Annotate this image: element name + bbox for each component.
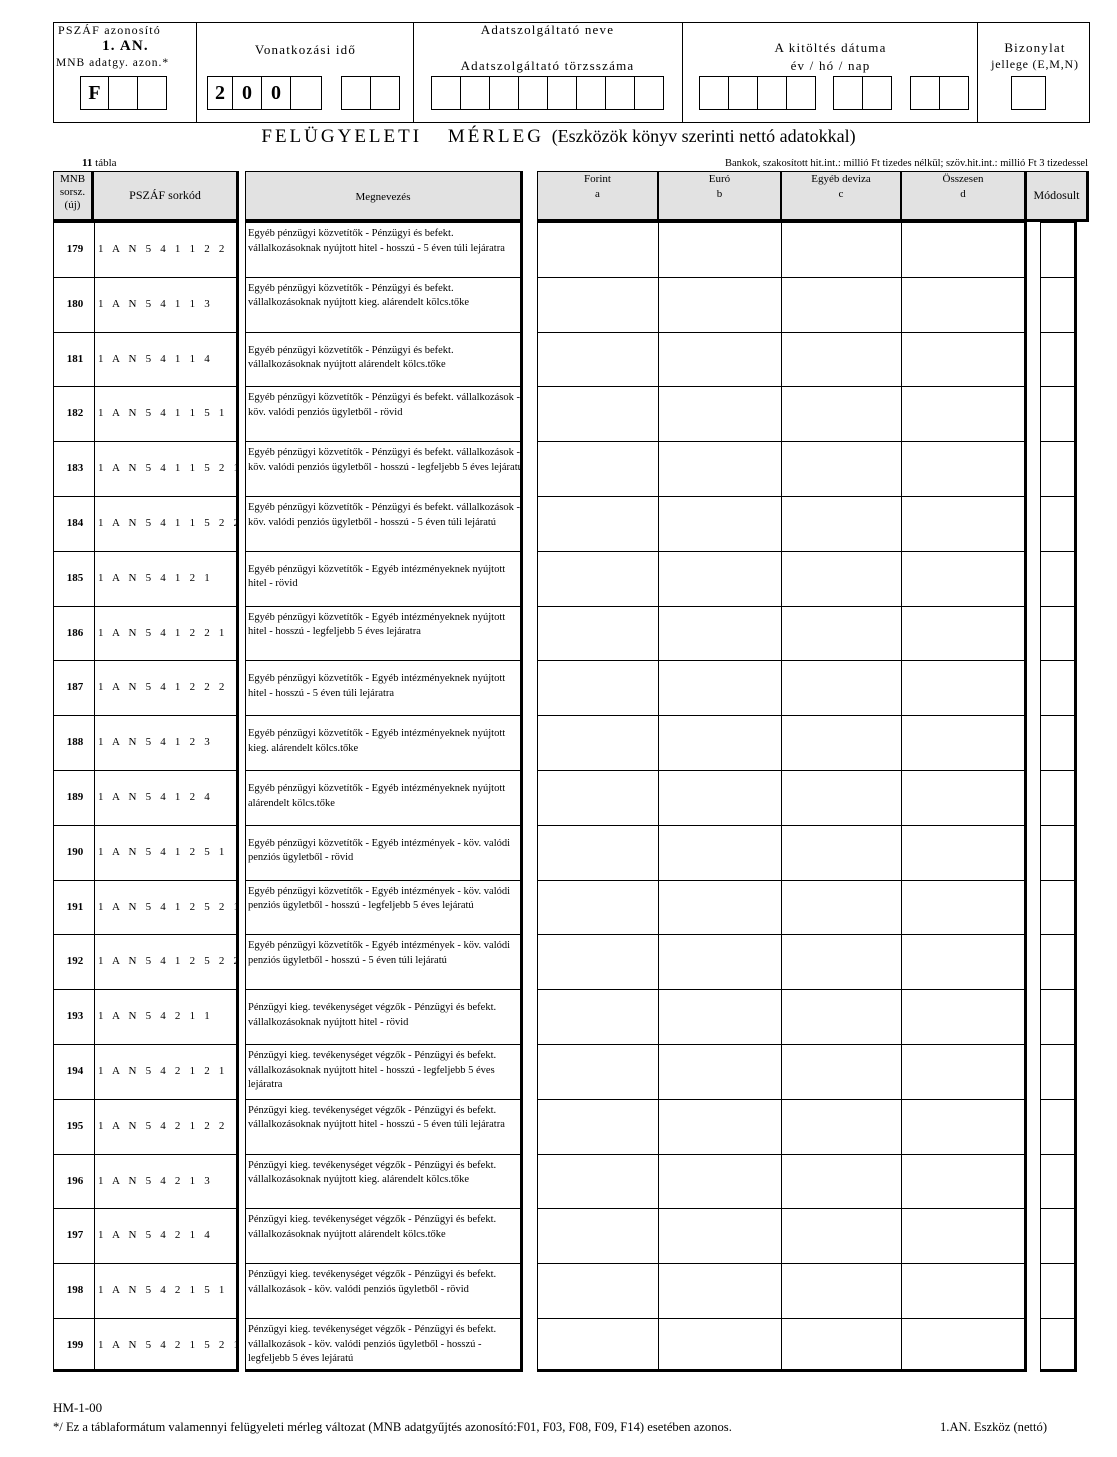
provider-reg-digit-box[interactable]	[518, 76, 548, 110]
row-mnb-number: 179	[66, 243, 84, 255]
row-pszaf-code: 1 A N 5 4 1 1 4	[98, 352, 213, 365]
row-value-cell-modified[interactable]	[1041, 1045, 1074, 1097]
col-header-mnb-2: sorsz.	[59, 186, 86, 198]
row-description: Egyéb pénzügyi közvetítők - Egyéb intézmények - köv. valódi penziós ügyletből - rövid	[248, 837, 511, 864]
date-digit-box[interactable]	[910, 76, 940, 110]
row-value-cell-total[interactable]	[902, 442, 1024, 494]
page-title	[0, 126, 1117, 148]
row-value-cell-total[interactable]	[902, 990, 1024, 1042]
row-divider	[245, 825, 523, 826]
row-divider	[53, 1263, 239, 1264]
date-digit-box[interactable]	[833, 76, 863, 110]
row-divider	[53, 1318, 239, 1319]
row-value-cell-total[interactable]	[902, 387, 1024, 439]
row-value-cell-modified[interactable]	[1041, 1264, 1074, 1316]
row-description: Egyéb pénzügyi közvetítők - Egyéb intézményeknek nyújtott hitel - rövid	[248, 563, 506, 590]
row-divider	[53, 989, 239, 990]
row-divider	[245, 1154, 523, 1155]
row-divider	[245, 1044, 523, 1045]
row-mnb-number: 199	[66, 1339, 84, 1351]
row-divider	[245, 441, 523, 442]
row-value-cell-forint[interactable]	[538, 1319, 658, 1371]
row-description: Pénzügyi kieg. tevékenységet végzők - Pénzügyi és befekt. vállalkozásoknak nyújtott hitel - rövid	[248, 1002, 497, 1028]
row-value-cell-modified[interactable]	[1041, 771, 1074, 823]
title-main: FELÜGYELETI MÉRLEG	[261, 126, 544, 147]
row-value-cell-modified[interactable]	[1041, 552, 1074, 604]
row-value-cell-other[interactable]	[782, 771, 901, 823]
row-value-cell-euro[interactable]	[659, 1045, 781, 1097]
col-header-euro-label: Euró	[708, 173, 731, 185]
row-divider	[245, 386, 523, 387]
col-header-mnb-1: MNB	[59, 173, 86, 185]
period-digit-box[interactable]	[341, 76, 371, 110]
row-value-cell-other[interactable]	[782, 716, 901, 768]
row-divider	[245, 880, 523, 881]
row-description: Egyéb pénzügyi közvetítők - Pénzügyi és befekt. vállalkozások - köv. valódi penziós ügyletből - hosszú - legfeljebb 5 éves lejáratú	[248, 447, 523, 473]
row-mnb-number: 192	[66, 955, 84, 968]
row-value-cell-forint[interactable]	[538, 552, 658, 604]
row-value-cell-modified[interactable]	[1041, 333, 1074, 385]
row-value-cell-forint[interactable]	[538, 278, 658, 330]
row-value-cell-forint[interactable]	[538, 1209, 658, 1261]
row-value-cell-total[interactable]	[902, 223, 1024, 275]
row-value-cell-total[interactable]	[902, 607, 1024, 659]
row-divider	[53, 715, 239, 716]
provider-reg-digit-box[interactable]	[489, 76, 519, 110]
row-value-cell-euro[interactable]	[659, 1100, 781, 1152]
col-header-name: Megnevezés	[245, 171, 523, 222]
row-value-cell-other[interactable]	[782, 442, 901, 494]
row-value-cell-euro[interactable]	[659, 661, 781, 713]
provider-reg-digit-box[interactable]	[634, 76, 664, 110]
row-value-cell-total[interactable]	[902, 278, 1024, 330]
row-pszaf-code: 1 A N 5 4 1 1 5 2 1	[98, 462, 243, 475]
row-pszaf-code: 1 A N 5 4 2 1 2 2	[98, 1119, 228, 1132]
row-pszaf-code: 1 A N 5 4 2 1 3	[98, 1174, 213, 1187]
mnb-label: MNB adatgy. azon.*	[56, 57, 170, 69]
row-mnb-number: 191	[66, 900, 84, 913]
header-divider	[413, 22, 414, 123]
row-description: Egyéb pénzügyi közvetítők - Pénzügyi és befekt. vállalkozások - köv. valódi penziós ügyletből - hosszú - 5 éven túli lejáratú	[248, 502, 521, 528]
row-description: Egyéb pénzügyi közvetítők - Egyéb intézményeknek nyújtott hitel - hosszú - legfeljebb 5 éves lejáratra	[248, 611, 506, 638]
row-divider	[245, 551, 523, 552]
pszaf-label: PSZÁF azonosító	[58, 23, 162, 37]
col-header-mnb-3: (új)	[64, 199, 81, 211]
doc-type-box[interactable]	[1011, 76, 1046, 110]
col-header-euro	[658, 171, 783, 222]
row-value-cell-modified[interactable]	[1041, 1209, 1074, 1261]
provider-reg-digit-box[interactable]	[547, 76, 577, 110]
row-value-cell-modified[interactable]	[1041, 826, 1074, 878]
row-value-cell-other[interactable]	[782, 1100, 901, 1152]
row-divider	[245, 496, 523, 497]
row-value-cell-modified[interactable]	[1041, 935, 1074, 987]
mnb-id-box[interactable]: F	[80, 76, 109, 110]
period-digit-box[interactable]: 0	[261, 76, 291, 110]
title-sub: (Eszközök könyv szerinti nettó adatokkal)	[551, 126, 856, 146]
row-value-cell-forint[interactable]	[538, 442, 658, 494]
provider-name-label: Adatszolgáltató neve	[480, 22, 615, 37]
form-code: HM-1-00	[53, 1400, 103, 1415]
row-value-cell-forint[interactable]	[538, 881, 658, 933]
row-divider	[245, 1263, 523, 1264]
row-value-cell-total[interactable]	[902, 1045, 1024, 1097]
row-divider	[53, 825, 239, 826]
row-value-cell-forint[interactable]	[538, 935, 658, 987]
row-pszaf-code: 1 A N 5 4 1 1 5 2 2	[98, 517, 243, 529]
row-value-cell-euro[interactable]	[659, 1209, 781, 1261]
row-value-cell-total[interactable]	[902, 881, 1024, 933]
row-mnb-number: 193	[66, 1010, 84, 1023]
date-digit-box[interactable]	[862, 76, 892, 110]
row-value-cell-forint[interactable]	[538, 716, 658, 768]
row-value-cell-other[interactable]	[782, 1264, 901, 1316]
row-pszaf-code: 1 A N 5 4 1 2 3	[98, 736, 213, 749]
row-value-cell-euro[interactable]	[659, 826, 781, 878]
row-pszaf-code: 1 A N 5 4 1 1 3	[98, 297, 213, 310]
row-divider	[53, 1099, 239, 1100]
footer-right-label: 1.AN. Eszköz (nettó)	[940, 1420, 1048, 1434]
row-value-cell-euro[interactable]	[659, 1264, 781, 1316]
row-value-cell-modified[interactable]	[1041, 387, 1074, 439]
row-value-cell-euro[interactable]	[659, 387, 781, 439]
row-value-cell-forint[interactable]	[538, 223, 658, 275]
row-value-cell-total[interactable]	[902, 771, 1024, 823]
col-header-euro-letter: b	[716, 188, 723, 200]
row-value-cell-forint[interactable]	[538, 333, 658, 385]
row-description: Pénzügyi kieg. tevékenységet végzők - Pénzügyi és befekt. vállalkozásoknak nyújtott hitel - hosszú - 5 éven túli lejáratra	[248, 1104, 505, 1131]
row-description: Egyéb pénzügyi közvetítők - Pénzügyi és befekt. vállalkozásoknak nyújtott alárendelt kölcs.tőke	[248, 344, 454, 371]
row-mnb-number: 195	[66, 1119, 84, 1132]
doc-type-label-2: jellege (E,M,N)	[991, 57, 1079, 71]
mnb-id-box[interactable]	[137, 76, 167, 110]
row-divider	[53, 1044, 239, 1045]
row-pszaf-code: 1 A N 5 4 1 2 5 2 1	[98, 900, 243, 913]
row-description: Egyéb pénzügyi közvetítők - Egyéb intézményeknek nyújtott hitel - hosszú - 5 éven túli lejáratra	[248, 673, 506, 699]
row-value-cell-total[interactable]	[902, 1264, 1024, 1316]
row-mnb-number: 194	[66, 1065, 84, 1077]
period-label: Vonatkozási idő	[254, 42, 357, 57]
row-value-cell-forint[interactable]	[538, 661, 658, 713]
period-digit-box[interactable]	[290, 76, 322, 110]
row-value-cell-other[interactable]	[782, 990, 901, 1042]
table-label-num: 11	[82, 157, 93, 169]
row-value-cell-modified[interactable]	[1041, 278, 1074, 330]
row-value-cell-euro[interactable]	[659, 223, 781, 275]
row-value-cell-euro[interactable]	[659, 1319, 781, 1371]
row-value-cell-forint[interactable]	[538, 771, 658, 823]
row-value-cell-total[interactable]	[902, 1155, 1024, 1207]
provider-reg-digit-box[interactable]	[431, 76, 461, 110]
row-divider	[53, 1208, 239, 1209]
pszaf-code: 1. AN.	[102, 38, 149, 54]
row-value-cell-modified[interactable]	[1041, 1155, 1074, 1207]
row-divider	[245, 1318, 523, 1319]
row-description: Egyéb pénzügyi közvetítők - Egyéb intézmények - köv. valódi penziós ügyletből - hosszú - legfeljebb 5 éves lejáratú	[248, 885, 511, 912]
row-mnb-number: 181	[66, 352, 84, 365]
row-pszaf-code: 1 A N 5 4 2 1 2 1	[98, 1065, 228, 1077]
row-value-cell-forint[interactable]	[538, 1155, 658, 1207]
mnb-id-box[interactable]	[108, 76, 138, 110]
row-divider	[245, 715, 523, 716]
row-pszaf-code: 1 A N 5 4 2 1 5 2 1	[98, 1339, 243, 1351]
row-value-cell-other[interactable]	[782, 1045, 901, 1097]
row-value-cell-total[interactable]	[902, 716, 1024, 768]
row-value-cell-modified[interactable]	[1041, 881, 1074, 933]
row-divider	[245, 989, 523, 990]
row-value-cell-forint[interactable]	[538, 607, 658, 659]
row-divider	[245, 606, 523, 607]
row-description: Egyéb pénzügyi közvetítők - Pénzügyi és befekt. vállalkozások - köv. valódi penziós ügyletből - rövid	[248, 392, 521, 418]
row-value-cell-euro[interactable]	[659, 333, 781, 385]
row-value-cell-euro[interactable]	[659, 716, 781, 768]
row-value-cell-other[interactable]	[782, 935, 901, 987]
col-header-total-label: Összesen	[942, 173, 984, 185]
row-mnb-number: 180	[66, 297, 84, 310]
row-description: Pénzügyi kieg. tevékenységet végzők - Pénzügyi és befekt. vállalkozásoknak nyújtott hitel - hosszú - legfeljebb 5 éves lejáratra	[248, 1050, 497, 1090]
col-header-mnb	[53, 171, 94, 222]
row-value-cell-total[interactable]	[902, 935, 1024, 987]
row-value-cell-total[interactable]	[902, 1209, 1024, 1261]
row-value-cell-other[interactable]	[782, 826, 901, 878]
row-mnb-number: 184	[66, 517, 84, 529]
row-value-cell-forint[interactable]	[538, 1100, 658, 1152]
row-value-cell-modified[interactable]	[1041, 442, 1074, 494]
row-pszaf-code: 1 A N 5 4 1 2 1	[98, 571, 213, 584]
row-divider	[53, 660, 239, 661]
row-mnb-number: 182	[66, 407, 84, 420]
row-pszaf-code: 1 A N 5 4 1 1 2 2	[98, 243, 228, 255]
col-header-pszaf: PSZÁF sorkód	[93, 171, 239, 222]
row-divider	[53, 934, 239, 935]
row-value-cell-forint[interactable]	[538, 497, 658, 549]
row-mnb-number: 190	[66, 845, 84, 858]
row-value-cell-forint[interactable]	[538, 1045, 658, 1097]
row-pszaf-code: 1 A N 5 4 1 2 4	[98, 791, 213, 803]
row-value-cell-modified[interactable]	[1041, 223, 1074, 275]
row-description: Egyéb pénzügyi közvetítők - Egyéb intézményeknek nyújtott kieg. alárendelt kölcs.tőke	[248, 728, 506, 754]
header-divider	[196, 22, 197, 123]
row-pszaf-code: 1 A N 5 4 1 2 2 2	[98, 681, 228, 694]
row-mnb-number: 197	[66, 1229, 84, 1242]
units-note: Bankok, szakosított hit.int.: millió Ft tizedes nélkül; szöv.hit.int.: millió Ft 3 tizedessel	[724, 158, 1088, 169]
row-mnb-number: 183	[66, 462, 84, 475]
header-divider	[682, 22, 683, 123]
row-divider	[53, 551, 239, 552]
row-divider	[53, 770, 239, 771]
row-mnb-number: 186	[66, 626, 84, 639]
row-divider	[53, 1154, 239, 1155]
col-header-other	[781, 171, 903, 222]
date-digit-box[interactable]	[728, 76, 758, 110]
row-value-cell-total[interactable]	[902, 826, 1024, 878]
row-mnb-number: 188	[66, 736, 84, 749]
header-divider	[977, 22, 978, 123]
row-value-cell-modified[interactable]	[1041, 607, 1074, 659]
row-divider	[245, 332, 523, 333]
row-value-cell-other[interactable]	[782, 223, 901, 275]
row-value-cell-modified[interactable]	[1041, 716, 1074, 768]
row-pszaf-code: 1 A N 5 4 1 2 5 2 2	[98, 955, 243, 968]
provider-reg-digit-box[interactable]	[605, 76, 635, 110]
row-pszaf-code: 1 A N 5 4 2 1 4	[98, 1229, 213, 1242]
row-value-cell-euro[interactable]	[659, 607, 781, 659]
row-value-cell-modified[interactable]	[1041, 497, 1074, 549]
row-mnb-number: 185	[66, 571, 84, 584]
row-mnb-number: 196	[66, 1174, 84, 1187]
row-mnb-number: 198	[66, 1284, 84, 1297]
row-divider	[53, 496, 239, 497]
col-header-modified: Módosult	[1026, 171, 1089, 222]
row-mnb-number: 187	[66, 681, 84, 694]
row-value-cell-forint[interactable]	[538, 1264, 658, 1316]
row-divider	[245, 277, 523, 278]
period-digit-box[interactable]: 2	[207, 76, 233, 110]
row-value-cell-other[interactable]	[782, 497, 901, 549]
col-header-forint-letter: a	[595, 188, 600, 200]
provider-reg-digit-box[interactable]	[460, 76, 490, 110]
col-header-forint-label: Forint	[584, 173, 611, 185]
date-sublabel: év / hó / nap	[790, 58, 871, 73]
row-value-cell-modified[interactable]	[1041, 1100, 1074, 1152]
row-divider	[53, 386, 239, 387]
row-value-cell-euro[interactable]	[659, 990, 781, 1042]
row-value-cell-euro[interactable]	[659, 935, 781, 987]
row-divider	[245, 770, 523, 771]
row-value-cell-total[interactable]	[902, 333, 1024, 385]
row-value-cell-euro[interactable]	[659, 881, 781, 933]
provider-reg-digit-box[interactable]	[576, 76, 606, 110]
period-digit-box[interactable]: 0	[232, 76, 262, 110]
row-mnb-number: 189	[66, 791, 84, 803]
provider-reg-label: Adatszolgáltató törzsszáma	[460, 58, 635, 73]
date-label: A kitöltés dátuma	[774, 40, 887, 55]
row-value-cell-modified[interactable]	[1041, 661, 1074, 713]
period-digit-box[interactable]	[370, 76, 400, 110]
row-value-cell-other[interactable]	[782, 661, 901, 713]
row-divider	[53, 441, 239, 442]
row-value-cell-euro[interactable]	[659, 1155, 781, 1207]
row-value-cell-modified[interactable]	[1041, 990, 1074, 1042]
footer-note: */ Ez a táblaformátum valamennyi felügyeleti mérleg változat (MNB adatgyűjtés azonosító:F01, F03, F08, F09, F14) esetében azonos.	[53, 1420, 732, 1434]
row-value-cell-total[interactable]	[902, 661, 1024, 713]
row-description: Egyéb pénzügyi közvetítők - Pénzügyi és befekt. vállalkozásoknak nyújtott kieg. alárendelt kölcs.tőke	[248, 282, 470, 309]
row-description: Egyéb pénzügyi közvetítők - Egyéb intézményeknek nyújtott alárendelt kölcs.tőke	[248, 783, 506, 809]
row-divider	[245, 1208, 523, 1209]
date-digit-box[interactable]	[786, 76, 816, 110]
row-description: Egyéb pénzügyi közvetítők - Pénzügyi és befekt. vállalkozásoknak nyújtott hitel - hosszú - 5 éven túli lejáratra	[248, 228, 505, 254]
date-digit-box[interactable]	[939, 76, 969, 110]
row-value-cell-total[interactable]	[902, 497, 1024, 549]
table-label	[82, 157, 117, 169]
col-header-other-label: Egyéb deviza	[811, 173, 871, 185]
col-header-other-letter: c	[838, 188, 844, 200]
row-divider	[53, 606, 239, 607]
row-value-cell-other[interactable]	[782, 278, 901, 330]
row-value-cell-total[interactable]	[902, 1100, 1024, 1152]
row-description: Pénzügyi kieg. tevékenységet végzők - Pénzügyi és befekt. vállalkozások - köv. valódi penziós ügyletből - rövid	[248, 1269, 497, 1295]
row-value-cell-total[interactable]	[902, 1319, 1024, 1371]
row-value-cell-euro[interactable]	[659, 771, 781, 823]
row-value-cell-other[interactable]	[782, 1209, 901, 1261]
row-value-cell-other[interactable]	[782, 333, 901, 385]
row-pszaf-code: 1 A N 5 4 2 1 1	[98, 1010, 213, 1023]
doc-type-label: Bizonylat	[1004, 40, 1066, 55]
col-header-forint	[537, 171, 660, 222]
row-pszaf-code: 1 A N 5 4 1 1 5 1	[98, 407, 228, 420]
row-value-cell-other[interactable]	[782, 387, 901, 439]
table-label-text: tábla	[95, 157, 117, 169]
row-value-cell-euro[interactable]	[659, 497, 781, 549]
row-pszaf-code: 1 A N 5 4 1 2 5 1	[98, 845, 228, 858]
col-header-total-letter: d	[960, 188, 966, 200]
row-pszaf-code: 1 A N 5 4 2 1 5 1	[98, 1284, 228, 1297]
row-value-cell-other[interactable]	[782, 1155, 901, 1207]
row-divider	[53, 880, 239, 881]
row-value-cell-modified[interactable]	[1041, 1319, 1074, 1371]
row-value-cell-euro[interactable]	[659, 278, 781, 330]
row-description: Egyéb pénzügyi közvetítők - Egyéb intézmények - köv. valódi penziós ügyletből - hosszú - 5 éven túli lejáratú	[248, 940, 511, 966]
row-value-cell-forint[interactable]	[538, 826, 658, 878]
date-digit-box[interactable]	[757, 76, 787, 110]
row-value-cell-euro[interactable]	[659, 442, 781, 494]
date-digit-box[interactable]	[699, 76, 729, 110]
row-divider	[53, 332, 239, 333]
row-divider	[53, 277, 239, 278]
col-header-total	[901, 171, 1027, 222]
row-divider	[245, 934, 523, 935]
row-value-cell-other[interactable]	[782, 552, 901, 604]
row-description: Pénzügyi kieg. tevékenységet végzők - Pénzügyi és befekt. vállalkozásoknak nyújtott kieg. alárendelt kölcs.tőke	[248, 1159, 497, 1186]
row-pszaf-code: 1 A N 5 4 1 2 2 1	[98, 626, 228, 639]
row-value-cell-total[interactable]	[902, 552, 1024, 604]
row-value-cell-forint[interactable]	[538, 990, 658, 1042]
row-value-cell-forint[interactable]	[538, 387, 658, 439]
row-divider	[245, 1099, 523, 1100]
row-value-cell-other[interactable]	[782, 1319, 901, 1371]
row-divider	[245, 660, 523, 661]
row-value-cell-other[interactable]	[782, 881, 901, 933]
row-value-cell-euro[interactable]	[659, 552, 781, 604]
row-description: Pénzügyi kieg. tevékenységet végzők - Pénzügyi és befekt. vállalkozások - köv. valódi penziós ügyletből - hosszú - legfeljebb 5 éves lejáratú	[248, 1324, 497, 1364]
row-description: Pénzügyi kieg. tevékenységet végzők - Pénzügyi és befekt. vállalkozásoknak nyújtott alárendelt kölcs.tőke	[248, 1214, 497, 1240]
row-value-cell-other[interactable]	[782, 607, 901, 659]
